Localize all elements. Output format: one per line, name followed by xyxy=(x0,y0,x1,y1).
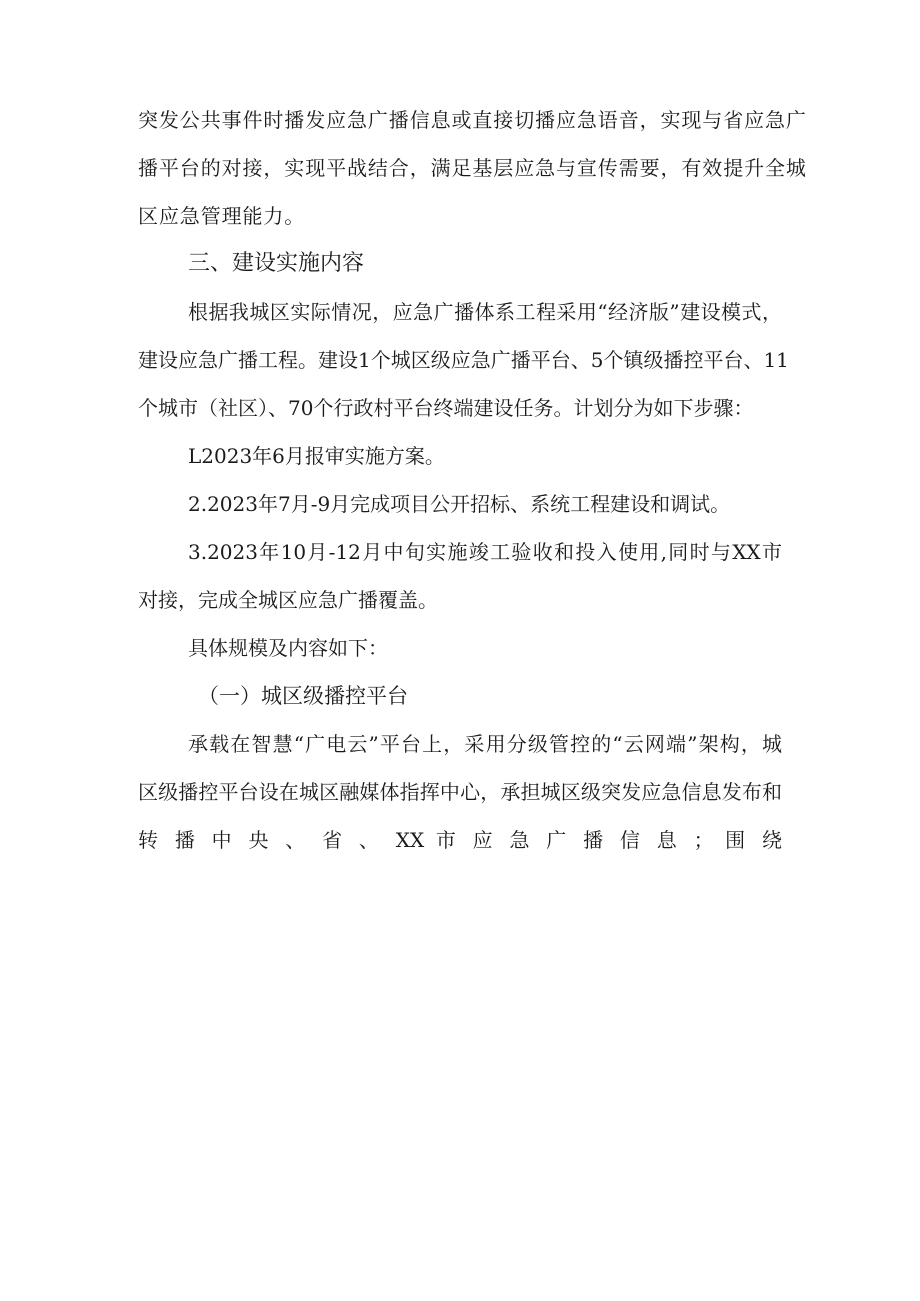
paragraph-line-3: 区应急管理能力。 xyxy=(138,204,306,228)
step-3-continued: 对接，完成全城区应急广播覆盖。 xyxy=(138,588,438,612)
step-2: 2.2023年7月-9月完成项目公开招标、系统工程建设和调试。 xyxy=(188,492,731,516)
paragraph-line-8: 区级播控平台设在城区融媒体指挥中心，承担城区级突发应急信息发布和 xyxy=(138,780,782,804)
paragraph-line-2: 播平台的对接，实现平战结合，满足基层应急与宣传需要，有效提升全城 xyxy=(138,156,807,180)
paragraph-line-9: 转 播 中 央 、 省 、 XX 市 应 急 广 播 信 息 ； 围 绕 xyxy=(138,828,782,852)
paragraph-line-6: 个城市（社区）、70个行政村平台终端建设任务。计划分为如下步骤： xyxy=(138,396,754,420)
section-heading-3: 三、建设实施内容 xyxy=(188,251,365,276)
paragraph-line-1: 突发公共事件时播发应急广播信息或直接切播应急语音，实现与省应急广 xyxy=(138,108,807,132)
paragraph-line-5: 建设应急广播工程。建设1个城区级应急广播平台、5个镇级播控平台、11 xyxy=(138,348,789,372)
paragraph-line-intro: 具体规模及内容如下： xyxy=(188,636,388,660)
paragraph-line-7: 承载在智慧“广电云”平台上，采用分级管控的“云网端”架构，城 xyxy=(188,732,782,756)
paragraph-line-4: 根据我城区实际情况，应急广播体系工程采用“经济版”建设模式， xyxy=(188,300,782,324)
step-3: 3.2023年10月-12月中旬实施竣工验收和投入使用,同时与XX市 xyxy=(188,540,782,564)
step-1: L2023年6月报审实施方案。 xyxy=(188,444,445,468)
subsection-heading-1: （一）城区级播控平台 xyxy=(198,684,408,708)
